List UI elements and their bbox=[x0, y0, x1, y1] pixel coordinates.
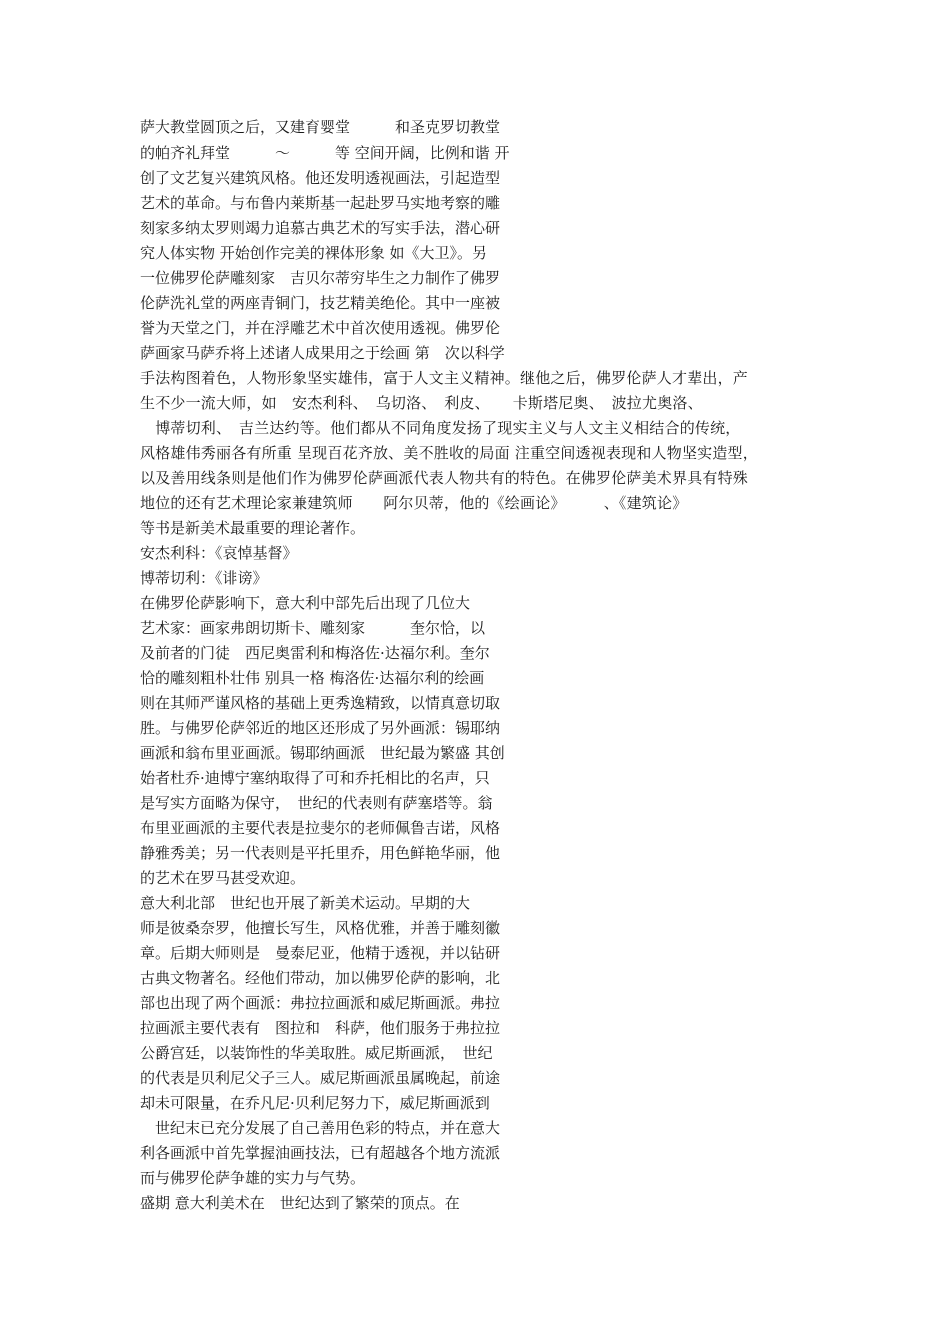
text-line: 是写实方面略为保守， 世纪的代表则有萨塞塔等。翁 bbox=[140, 794, 493, 812]
text-line: 意大利北部 世纪也开展了新美术运动。早期的大 bbox=[140, 894, 471, 912]
text-line: 誉为天堂之门，并在浮雕艺术中首次使用透视。佛罗伦 bbox=[140, 319, 501, 337]
text-line: 萨大教堂圆顶之后，又建育婴堂 和圣克罗切教堂 bbox=[140, 118, 501, 136]
text-line: 及前者的门徒 西尼奥雷利和梅洛佐·达福尔利。奎尔 bbox=[140, 644, 490, 662]
text-line: 艺术家：画家弗朗切斯卡、雕刻家 奎尔恰，以 bbox=[140, 619, 486, 637]
text-line: 部也出现了两个画派：弗拉拉画派和威尼斯画派。弗拉 bbox=[140, 994, 501, 1012]
text-line: 则在其师严谨风格的基础上更秀逸精致，以情真意切取 bbox=[140, 694, 501, 712]
text-line: 公爵宫廷，以装饰性的华美取胜。威尼斯画派， 世纪 bbox=[140, 1044, 493, 1062]
text-line: 画派和翁布里亚画派。锡耶纳画派 世纪最为繁盛 其创 bbox=[140, 744, 505, 762]
text-line: 究人体实物 开始创作完美的裸体形象 如《大卫》。另 bbox=[140, 244, 488, 262]
text-line: 师是彼桑奈罗，他擅长写生，风格优雅，并善于雕刻徽 bbox=[140, 919, 501, 937]
text-line: 风格雄伟秀丽各有所重 呈现百花齐放、美不胜收的局面 注重空间透视表现和人物坚实造型， bbox=[140, 444, 758, 462]
text-line: 萨画家马萨乔将上述诸人成果用之于绘画 第 次以科学 bbox=[140, 344, 505, 362]
text-line: 一位佛罗伦萨雕刻家 吉贝尔蒂穷毕生之力制作了佛罗 bbox=[140, 269, 501, 287]
text-line: 恰的雕刻粗朴壮伟 别具一格 梅洛佐·达福尔利的绘画 bbox=[140, 669, 485, 687]
text-line: 伦萨洗礼堂的两座青铜门，技艺精美绝伦。其中一座被 bbox=[140, 294, 501, 312]
text-line: 地位的还有艺术理论家兼建筑师 阿尔贝蒂，他的《绘画论》 、《建筑论》 bbox=[140, 494, 688, 512]
text-line: 的代表是贝利尼父子三人。威尼斯画派虽属晚起，前途 bbox=[140, 1069, 501, 1087]
text-line: 安杰利科：《哀悼基督》 bbox=[140, 544, 298, 562]
text-line: 的艺术在罗马甚受欢迎。 bbox=[140, 869, 306, 887]
text-line: 艺术的革命。与布鲁内莱斯基一起赴罗马实地考察的雕 bbox=[140, 194, 501, 212]
text-line: 生不少一流大师，如 安杰利科、 乌切洛、 利皮、 卡斯塔尼奥、 波拉尤奥洛、 bbox=[140, 394, 703, 412]
text-line: 手法构图着色，人物形象坚实雄伟，富于人文主义精神。继他之后，佛罗伦萨人才辈出，产 bbox=[140, 369, 749, 387]
text-line: 盛期 意大利美术在 世纪达到了繁荣的顶点。在 bbox=[140, 1194, 460, 1212]
text-line: 世纪末已充分发展了自己善用色彩的特点，并在意大 bbox=[140, 1119, 501, 1137]
text-line: 博蒂切利、 吉兰达约等。他们都从不同角度发扬了现实主义与人文主义相结合的传统， bbox=[140, 419, 741, 437]
text-line: 刻家多纳太罗则竭力追慕古典艺术的写实手法，潜心研 bbox=[140, 219, 501, 237]
text-line: 创了文艺复兴建筑风格。他还发明透视画法，引起造型 bbox=[140, 169, 501, 187]
text-line: 博蒂切利：《诽谤》 bbox=[140, 569, 268, 587]
text-line: 章。后期大师则是 曼泰尼亚，他精于透视，并以钻研 bbox=[140, 944, 501, 962]
text-line: 利各画派中首先掌握油画技法，已有超越各个地方流派 bbox=[140, 1144, 501, 1162]
text-line: 而与佛罗伦萨争雄的实力与气势。 bbox=[140, 1169, 366, 1187]
text-line: 以及善用线条则是他们作为佛罗伦萨画派代表人物共有的特色。在佛罗伦萨美术界具有特殊 bbox=[140, 469, 749, 487]
text-line: 布里亚画派的主要代表是拉斐尔的老师佩鲁吉诺，风格 bbox=[140, 819, 501, 837]
text-line: 在佛罗伦萨影响下，意大利中部先后出现了几位大 bbox=[140, 594, 471, 612]
text-line: 拉画派主要代表有 图拉和 科萨，他们服务于弗拉拉 bbox=[140, 1019, 501, 1037]
text-line: 胜。与佛罗伦萨邻近的地区还形成了另外画派：锡耶纳 bbox=[140, 719, 501, 737]
text-line: 却未可限量，在乔凡尼·贝利尼努力下，威尼斯画派到 bbox=[140, 1094, 490, 1112]
text-line: 古典文物著名。经他们带动，加以佛罗伦萨的影响，北 bbox=[140, 969, 501, 987]
text-line: 始者杜乔·迪博宁塞纳取得了可和乔托相比的名声，只 bbox=[140, 769, 490, 787]
text-line: 的帕齐礼拜堂 ～ 等 空间开阔，比例和谐 开 bbox=[140, 144, 510, 162]
text-line: 静雅秀美；另一代表则是平托里乔，用色鲜艳华丽，他 bbox=[140, 844, 501, 862]
text-line: 等书是新美术最重要的理论著作。 bbox=[140, 519, 366, 537]
